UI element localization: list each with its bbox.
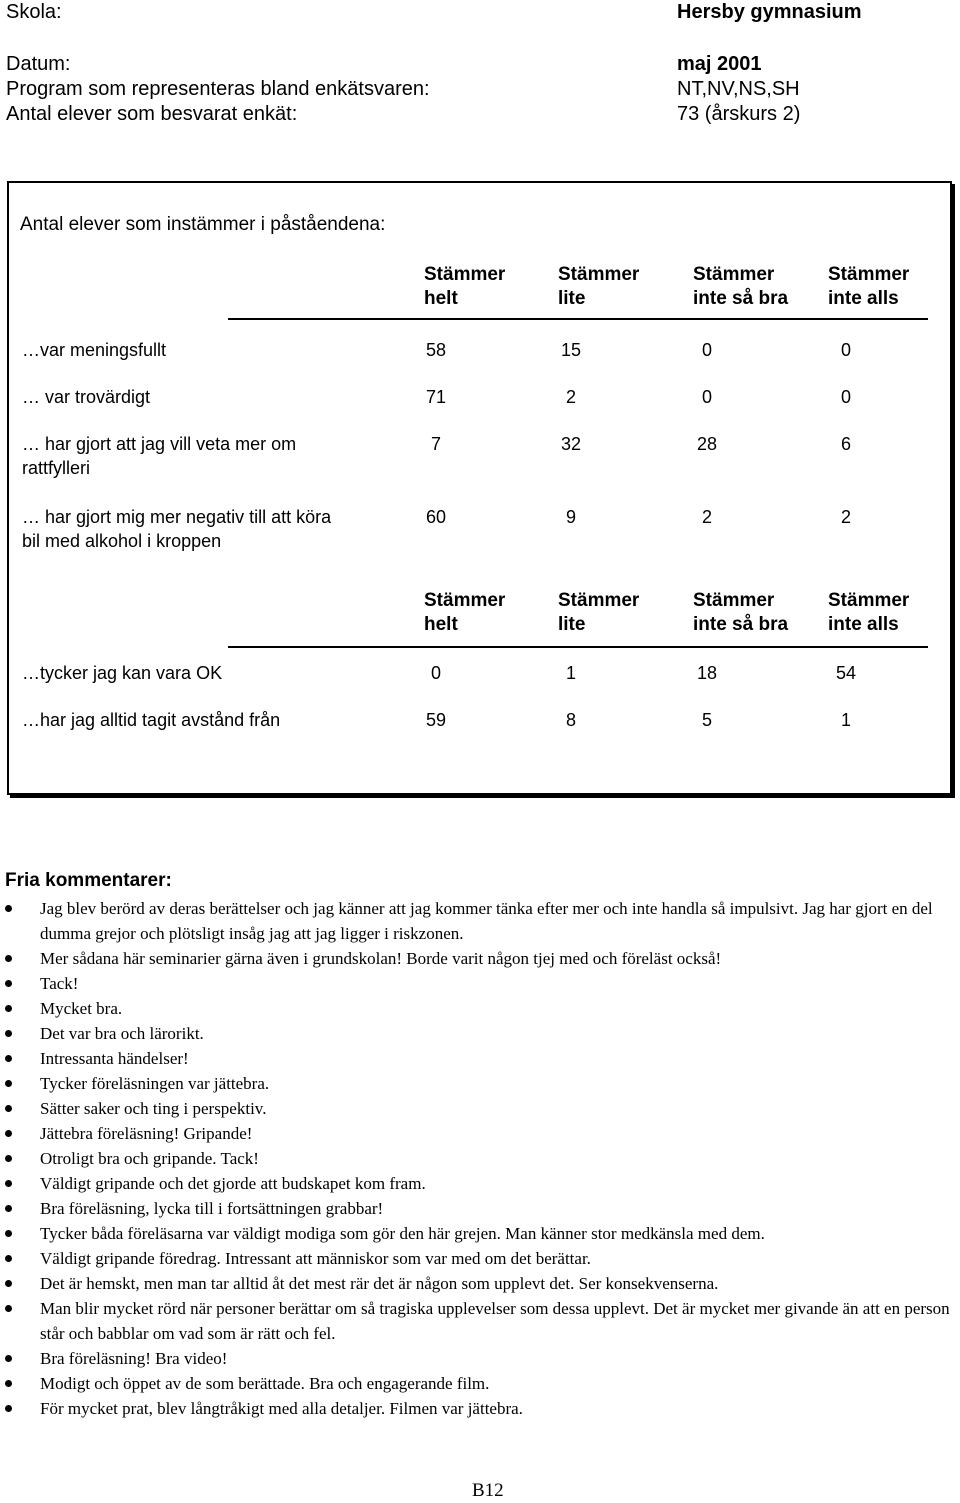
comment-item xyxy=(0,1196,950,1221)
comment-item xyxy=(0,1346,950,1371)
column-header-line1: Stämmer xyxy=(828,264,910,285)
response-count: 2 xyxy=(565,387,576,407)
statement-text: …tycker jag kan vara OK xyxy=(22,663,223,683)
response-count: 9 xyxy=(565,507,576,527)
column-header-line1: Stämmer xyxy=(693,264,775,285)
response-count: 7 xyxy=(430,434,441,454)
bullet-icon xyxy=(5,1305,12,1312)
comment-text: Tack! xyxy=(40,974,79,993)
column-header-line2: lite xyxy=(558,288,586,309)
bullet-icon xyxy=(5,1280,12,1287)
bullet-icon xyxy=(5,1105,12,1112)
column-header-line2: helt xyxy=(424,288,458,309)
comment-text: Mycket bra. xyxy=(40,999,123,1018)
bullet-icon xyxy=(5,1255,12,1262)
bullet-icon xyxy=(5,1080,12,1087)
bullet-icon xyxy=(5,1405,12,1412)
column-header-line1: Stämmer xyxy=(558,264,640,285)
school-label: Skola: xyxy=(6,1,62,23)
comment-text: Bra föreläsning! Bra video! xyxy=(40,1349,228,1368)
response-count: 60 xyxy=(425,507,447,527)
response-count: 28 xyxy=(696,434,718,454)
column-header-line1: Stämmer xyxy=(424,264,506,285)
column-header-line2: lite xyxy=(558,614,586,635)
comment-item xyxy=(0,1396,950,1421)
response-count: 0 xyxy=(840,340,851,360)
count-label: Antal elever som besvarat enkät: xyxy=(6,103,298,125)
response-count: 54 xyxy=(835,663,857,683)
bullet-icon xyxy=(5,1155,12,1162)
bullet-icon xyxy=(5,1180,12,1187)
column-header-line2: inte alls xyxy=(828,288,899,309)
school-value: Hersby gymnasium xyxy=(677,1,862,23)
comment-text: För mycket prat, blev långtråkigt med alla detaljer. Filmen var jättebra. xyxy=(40,1399,523,1418)
comment-item xyxy=(0,1221,950,1246)
bullet-icon xyxy=(5,1380,12,1387)
comment-text: Jättebra föreläsning! Gripande! xyxy=(40,1124,253,1143)
comment-text: Otroligt bra och gripande. Tack! xyxy=(40,1149,259,1168)
comment-item xyxy=(0,1371,950,1396)
response-count: 58 xyxy=(425,340,447,360)
bullet-icon xyxy=(5,1205,12,1212)
comment-item xyxy=(0,896,950,946)
response-count: 71 xyxy=(425,387,447,407)
bullet-icon xyxy=(5,1130,12,1137)
comment-list xyxy=(0,896,950,1421)
comment-item xyxy=(0,1296,950,1346)
statement-text: …har jag alltid tagit avstånd från xyxy=(22,710,281,730)
comment-text: Väldigt gripande föredrag. Intressant att människor som var med om det berättar. xyxy=(40,1249,591,1268)
comment-text: Tycker föreläsningen var jättebra. xyxy=(40,1074,270,1093)
comment-item xyxy=(0,1021,950,1046)
header-rule-2 xyxy=(228,646,928,648)
statement-text: … har gjort att jag vill veta mer om rattfylleri xyxy=(22,434,297,478)
comment-item xyxy=(0,1271,950,1296)
column-header-line1: Stämmer xyxy=(693,590,775,611)
comment-text: Tycker båda föreläsarna var väldigt modiga som gör den här grejen. Man känner stor medkänsla med dem. xyxy=(40,1224,765,1243)
response-count: 8 xyxy=(565,710,576,730)
program-value: NT,NV,NS,SH xyxy=(677,78,800,100)
comment-text: Intressanta händelser! xyxy=(40,1049,189,1068)
comment-text: Jag blev berörd av deras berättelser och jag känner att jag kommer tänka efter mer och inte handla så impulsivt. Jag har gjort en del dumma grejor och plötsligt insåg jag att jag ligger i riskzonen. xyxy=(40,899,933,943)
comment-text: Det var bra och lärorikt. xyxy=(40,1024,204,1043)
response-count: 2 xyxy=(701,507,712,527)
response-count: 0 xyxy=(701,387,712,407)
date-label: Datum: xyxy=(6,53,71,75)
column-header-line2: helt xyxy=(424,614,458,635)
response-count: 2 xyxy=(840,507,851,527)
page-number: B12 xyxy=(472,1480,504,1501)
response-count: 6 xyxy=(840,434,851,454)
comment-item xyxy=(0,1246,950,1271)
column-header-line1: Stämmer xyxy=(558,590,640,611)
comment-text: Sätter saker och ting i perspektiv. xyxy=(40,1099,267,1118)
bullet-icon xyxy=(5,1030,12,1037)
column-header-line2: inte så bra xyxy=(693,614,789,635)
comment-item xyxy=(0,946,950,971)
bullet-icon xyxy=(5,980,12,987)
comment-text: Väldigt gripande och det gjorde att budskapet kom fram. xyxy=(40,1174,426,1193)
response-count: 1 xyxy=(840,710,851,730)
bullet-icon xyxy=(5,1005,12,1012)
comment-item xyxy=(0,1046,950,1071)
comment-text: Mer sådana här seminarier gärna även i grundskolan! Borde varit någon tjej med och föreläst också! xyxy=(40,949,722,968)
count-value: 73 (årskurs 2) xyxy=(677,103,801,125)
column-header-line2: inte alls xyxy=(828,614,899,635)
bullet-icon xyxy=(5,1055,12,1062)
response-count: 0 xyxy=(701,340,712,360)
statement-text: … har gjort mig mer negativ till att köra bil med alkohol i kroppen xyxy=(22,507,332,551)
program-label: Program som representeras bland enkätsvaren: xyxy=(6,78,430,100)
survey-title: Antal elever som instämmer i påståendena: xyxy=(20,214,386,235)
bullet-icon xyxy=(5,1355,12,1362)
date-value: maj 2001 xyxy=(677,53,762,75)
response-count: 18 xyxy=(696,663,718,683)
response-count: 0 xyxy=(430,663,441,683)
comment-item xyxy=(0,996,950,1021)
response-count: 1 xyxy=(565,663,576,683)
comment-text: Man blir mycket rörd när personer berättar om så tragiska upplevelser som dessa upplevt. Det är mycket mer givande än att en person står och babblar om vad som är rätt och fel. xyxy=(40,1299,950,1343)
header-rule-1 xyxy=(228,318,928,320)
comment-item xyxy=(0,1071,950,1096)
comment-item xyxy=(0,1171,950,1196)
comment-text: Bra föreläsning, lycka till i fortsättningen grabbar! xyxy=(40,1199,384,1218)
comment-item xyxy=(0,1121,950,1146)
comment-text: Det är hemskt, men man tar alltid åt det mest rär det är någon som upplevt det. Ser konsekvenserna. xyxy=(40,1274,719,1293)
bullet-icon xyxy=(5,1230,12,1237)
response-count: 0 xyxy=(840,387,851,407)
comment-item xyxy=(0,1146,950,1171)
response-count: 15 xyxy=(560,340,582,360)
comment-item xyxy=(0,1096,950,1121)
statement-text: … var trovärdigt xyxy=(22,387,151,407)
response-count: 5 xyxy=(701,710,712,730)
comment-item xyxy=(0,971,950,996)
comment-text: Modigt och öppet av de som berättade. Bra och engagerande film. xyxy=(40,1374,490,1393)
response-count: 59 xyxy=(425,710,447,730)
statement-text: …var meningsfullt xyxy=(22,340,167,360)
bullet-icon xyxy=(5,955,12,962)
column-header-line2: inte så bra xyxy=(693,288,789,309)
bullet-icon xyxy=(5,905,12,912)
column-header-line1: Stämmer xyxy=(424,590,506,611)
response-count: 32 xyxy=(560,434,582,454)
comments-title: Fria kommentarer: xyxy=(5,870,172,891)
column-header-line1: Stämmer xyxy=(828,590,910,611)
